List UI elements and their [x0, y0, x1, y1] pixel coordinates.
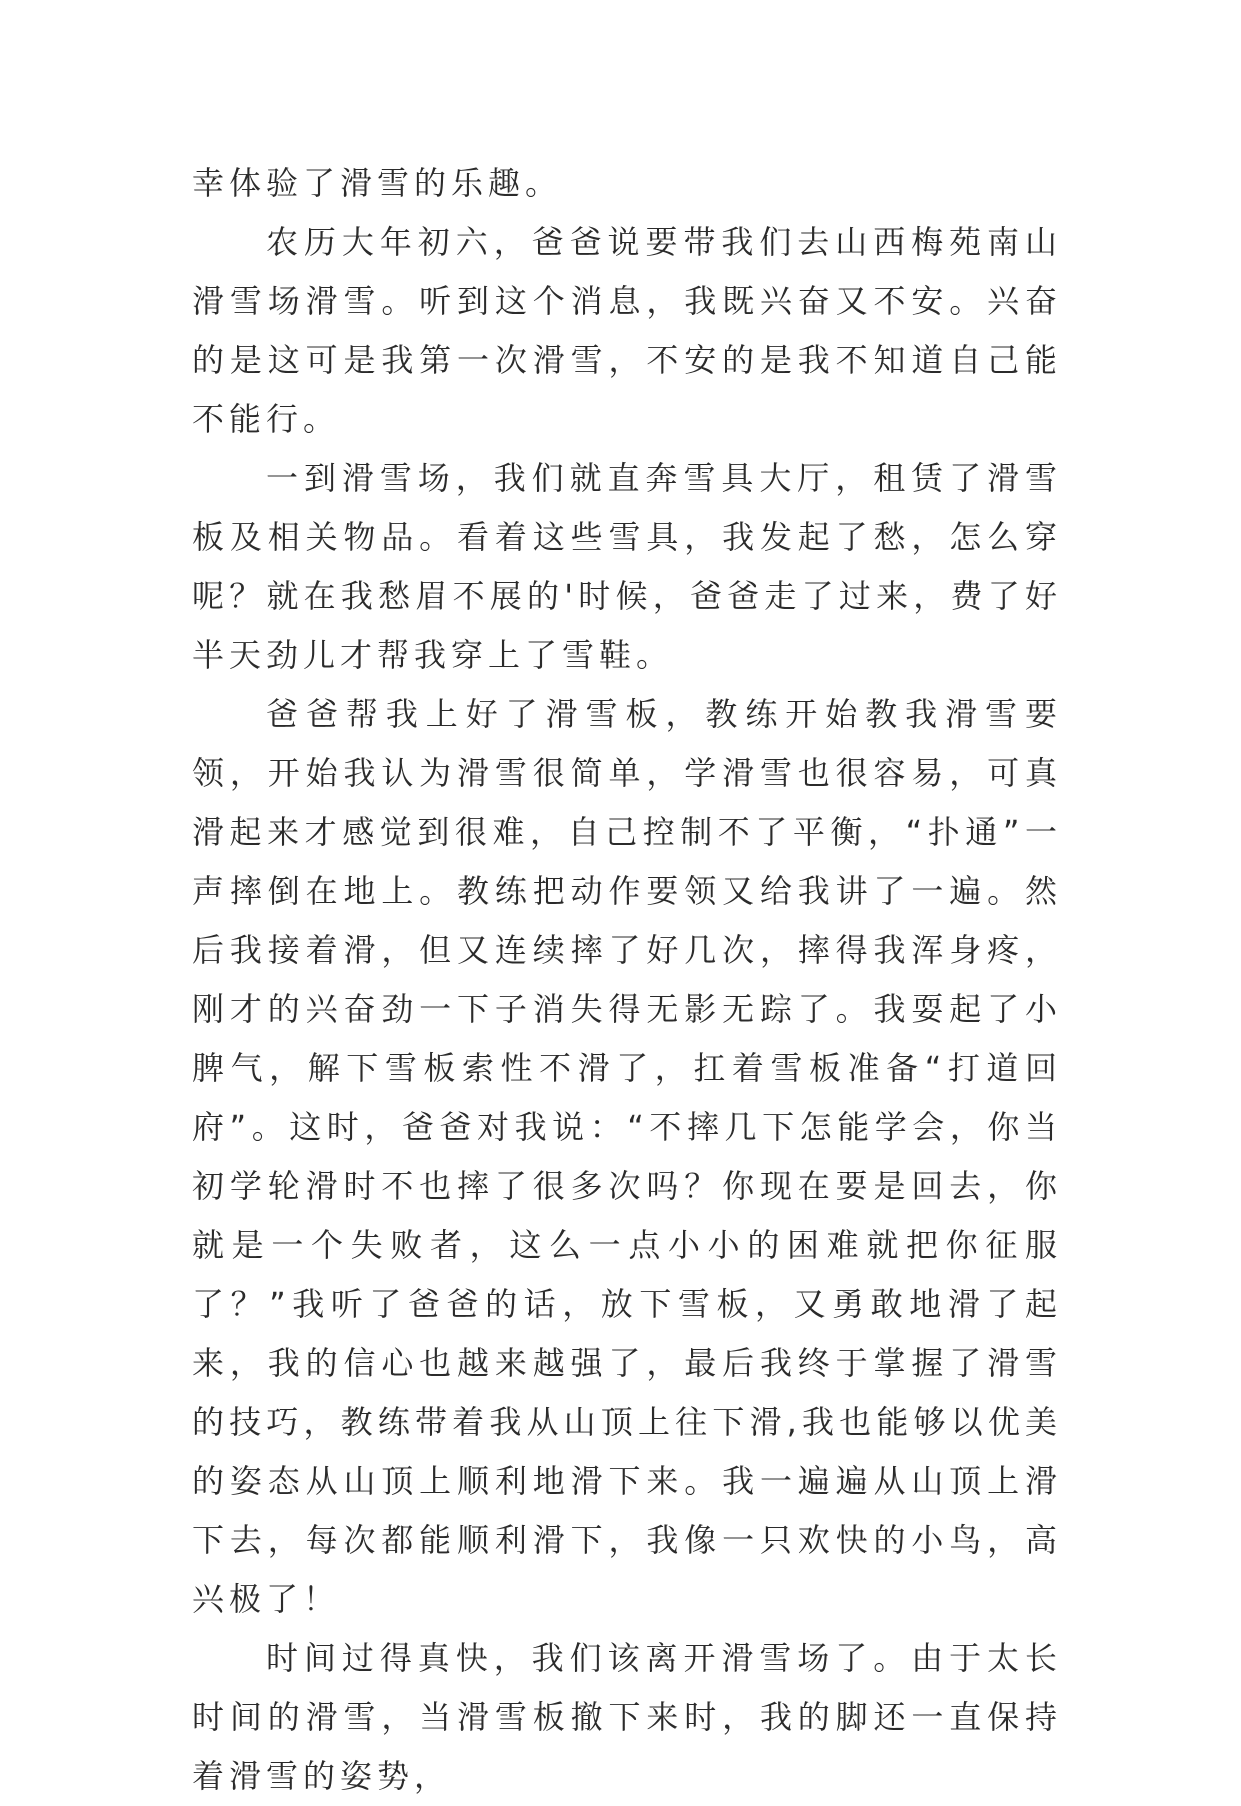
paragraph: 时间过得真快，我们该离开滑雪场了。由于太长时间的滑雪，当滑雪板撤下来时，我的脚还一直保持着滑雪的姿势， [192, 1639, 1062, 1795]
paragraph-continuation: 幸体验了滑雪的乐趣。 [192, 164, 563, 202]
paragraph: 爸爸帮我上好了滑雪板，教练开始教我滑雪要领，开始我认为滑雪很简单，学滑雪也很容易，可真滑起来才感觉到很难，自己控制不了平衡，“扑通”一声摔倒在地上。教练把动作要领又给我讲了一遍。然后我接着滑，但又连续摔了好几次，摔得我浑身疼，刚才的兴奋劲一下子消失得无影无踪了。我耍起了小脾气，解下雪板索性不滑了，扛着雪板准备“打道回府”。这时，爸爸对我说：“不摔几下怎能学会，你当初学轮滑时不也摔了很多次吗？你现在要是回去，你就是一个失败者，这么一点小小的困难就把你征服了？”我听了爸爸的话，放下雪板，又勇敢地滑了起来，我的信心也越来越强了，最后我终于掌握了滑雪的技巧，教练带着我从山顶上往下滑,我也能够以优美的姿态从山顶上顺利地滑下来。我一遍遍从山顶上滑下去，每次都能顺利滑下，我像一只欢快的小鸟，高兴极了！ [192, 695, 1062, 1618]
paragraph: 农历大年初六，爸爸说要带我们去山西梅苑南山滑雪场滑雪。听到这个消息，我既兴奋又不安。兴奋的是这可是我第一次滑雪，不安的是我不知道自己能不能行。 [192, 223, 1062, 438]
paragraph: 一到滑雪场，我们就直奔雪具大厅，租赁了滑雪板及相关物品。看着这些雪具，我发起了愁，怎么穿呢？就在我愁眉不展的'时候，爸爸走了过来，费了好半天劲儿才帮我穿上了雪鞋。 [192, 459, 1062, 674]
document-body [192, 154, 1062, 1806]
